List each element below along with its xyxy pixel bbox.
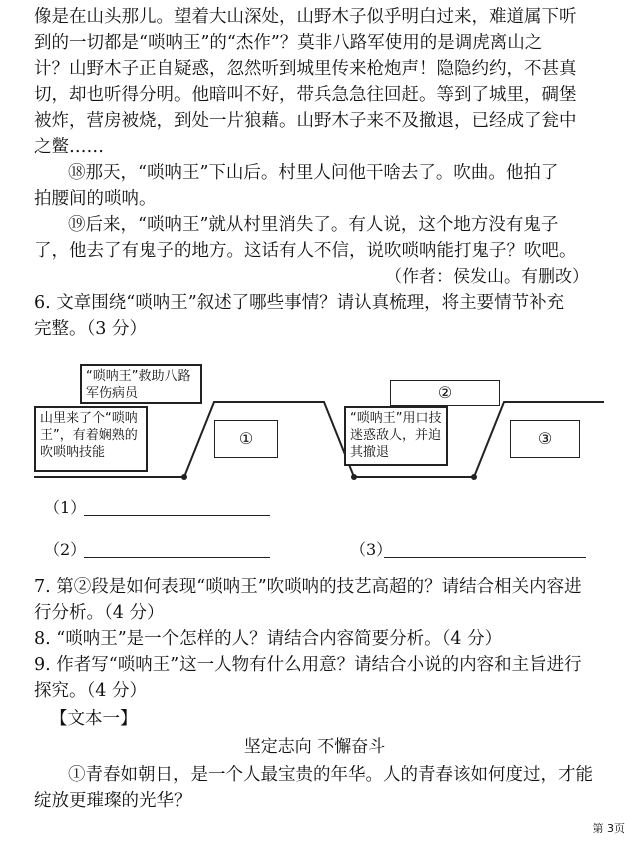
plot-box-1: 山里来了个“唢呐王”，有着娴熟的吹唢呐技能 — [34, 406, 148, 472]
slot-1-label: ① — [238, 429, 254, 448]
blank-slot-2[interactable] — [390, 380, 500, 406]
question-9: 9. 作者写“唢呐王”这一人物有什么用意？请结合小说的内容和主旨进行 — [34, 655, 582, 675]
paragraph-19-cont: 了，他去了有鬼子的地方。这话有人不信，说吹唢呐能打鬼子？吹吧。 — [34, 241, 577, 261]
answer-label-1: （1） — [44, 498, 87, 517]
answer-label-3: （3） — [350, 540, 393, 559]
blank-slot-3[interactable] — [510, 420, 580, 458]
text-one-para-cont: 绽放更璀璨的光华？ — [34, 791, 192, 811]
question-8: 8. “唢呐王”是一个怎样的人？请结合内容简要分析。（4 分） — [34, 629, 503, 649]
paragraph-19: ⑲后来，“唢呐王”就从村里消失了。有人说，这个地方没有鬼子 — [68, 215, 559, 235]
plot-diagram — [34, 362, 604, 488]
slot-3-label: ③ — [537, 429, 553, 448]
question-6: 6. 文章围绕“唢呐王”叙述了哪些事情？请认真梳理，将主要情节补充 — [34, 293, 565, 313]
answer-line-1[interactable] — [84, 515, 270, 516]
slot-2-label: ② — [437, 383, 453, 402]
paragraph-18: ⑱那天，“唢呐王”下山后。村里人问他干啥去了。吹曲。他拍了 — [68, 163, 559, 183]
paragraph-18-cont: 拍腰间的唢呐。 — [34, 189, 157, 209]
text-one-title: 坚定志向 不懈奋斗 — [243, 737, 386, 757]
text-one-para: ①青春如朝日，是一个人最宝贵的年华。人的青春该如何度过，才能 — [68, 765, 593, 785]
question-7-cont: 行分析。（4 分） — [34, 603, 165, 623]
plot-box-3: “唢呐王”用口技迷惑敌人，并迫其撤退 — [344, 406, 448, 466]
plot-box-2: “唢呐王”救助八路军伤病员 — [80, 364, 202, 404]
text-one-label: 【文本一】 — [50, 709, 138, 729]
story-line: 之鳖…… — [34, 137, 104, 157]
question-9-cont: 探究。（4 分） — [34, 681, 147, 701]
story-line: 计？山野木子正自疑惑，忽然听到城里传来枪炮声！隐隐约约，不甚真 — [34, 59, 577, 79]
story-line: 到的一切都是“唢呐王”的“杰作”？莫非八路军使用的是调虎离山之 — [34, 33, 543, 53]
question-6-cont: 完整。（3 分） — [34, 319, 147, 339]
story-line: 被炸，营房被烧，到处一片狼藉。山野木子来不及撤退，已经成了瓮中 — [34, 111, 577, 131]
story-line: 像是在山头那儿。望着大山深处，山野木子似乎明白过来，难道属下听 — [34, 7, 577, 27]
story-line: 切，却也听得分明。他暗叫不好，带兵急急往回赶。等到了城里，碉堡 — [34, 85, 577, 105]
author-credit: （作者：侯发山。有删改） — [385, 267, 589, 287]
blank-slot-1[interactable] — [214, 420, 278, 458]
answer-line-2[interactable] — [84, 557, 270, 558]
question-7: 7. 第②段是如何表现“唢呐王”吹唢呐的技艺高超的？请结合相关内容进 — [34, 577, 582, 597]
answer-label-2: （2） — [44, 540, 87, 559]
page-number: 第 3页 — [592, 822, 625, 835]
answer-line-3[interactable] — [384, 557, 586, 558]
